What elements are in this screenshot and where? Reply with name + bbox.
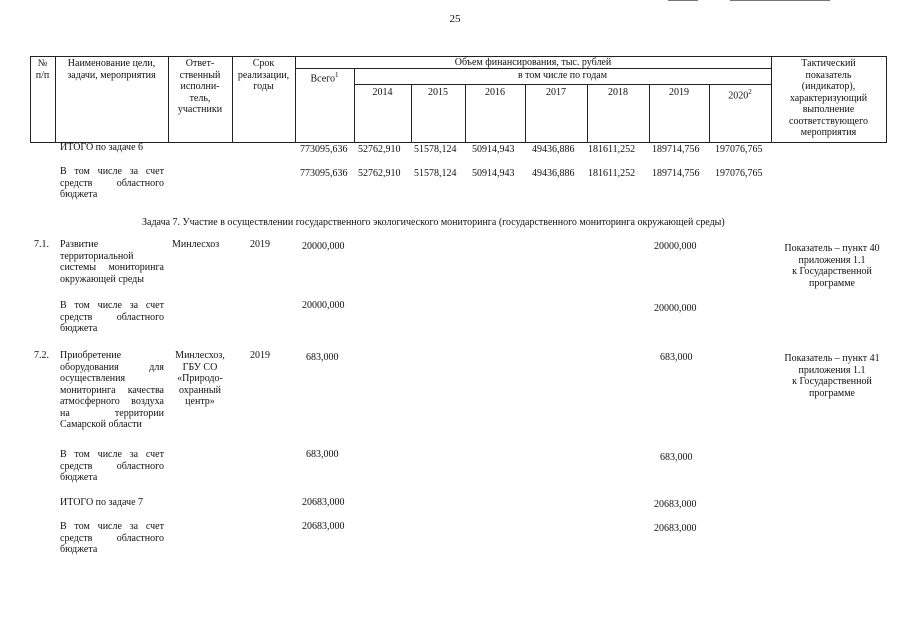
header-term: Срок реализации, годы <box>237 58 290 92</box>
row72-term: 2019 <box>250 350 270 361</box>
row71-budget-total: 20000,000 <box>302 300 345 311</box>
header-year-footnote: 2 <box>748 88 752 96</box>
scan-mark <box>668 0 698 1</box>
budget6-2016: 50914,943 <box>472 168 515 179</box>
header-bottom-border <box>30 142 886 143</box>
row71-name: Развитие территориальной системы мониторинга окружающей среды <box>60 239 164 285</box>
itogo6-total: 773095,636 <box>300 144 348 155</box>
row71-budget-2019: 20000,000 <box>654 303 697 314</box>
row72-2019: 683,000 <box>660 352 693 363</box>
header-year: 2014 <box>372 87 393 98</box>
itogo6-2014: 52762,910 <box>358 144 401 155</box>
row72-num: 7.2. <box>34 350 49 361</box>
budget6-2015: 51578,124 <box>414 168 457 179</box>
itogo7-budget-2019: 20683,000 <box>654 523 697 534</box>
itogo6-2018: 181611,252 <box>588 144 636 155</box>
itogo7-total: 20683,000 <box>302 497 345 508</box>
header-total-label: Всего <box>310 73 336 85</box>
budget6-label: В том числе за счет средств областного бюджета <box>60 166 164 200</box>
header-total-footnote: 1 <box>335 71 339 79</box>
header-year <box>709 87 771 102</box>
itogo6-2016: 50914,943 <box>472 144 515 155</box>
row71-term: 2019 <box>250 239 270 250</box>
header-total <box>295 70 354 85</box>
header-num: № п/п <box>35 58 50 81</box>
header-indicator: Тактический показатель (индикатор), характеризующий выполнение соответствующего мероприятия <box>789 58 868 138</box>
row71-num: 7.1. <box>34 239 49 250</box>
row72-name: Приобретение оборудования для осуществления мониторинга качества атмосферного воздуха на территории Самарской области <box>60 350 164 430</box>
budget6-2020: 197076,765 <box>715 168 763 179</box>
task7-title: Задача 7. Участие в осуществлении государственного экологического мониторинга (государственного мониторинга окружающей среды) <box>142 217 725 228</box>
row71-responsible: Минлесхоз <box>172 239 220 250</box>
header-name: Наименование цели, задачи, мероприятия <box>67 58 156 81</box>
itogo6-label: ИТОГО по задаче 6 <box>60 142 144 153</box>
itogo6-2017: 49436,886 <box>532 144 575 155</box>
row72-budget-total: 683,000 <box>306 449 339 460</box>
budget6-2017: 49436,886 <box>532 168 575 179</box>
header-year: 2015 <box>428 87 448 98</box>
row72-indicator: Показатель – пункт 41 приложения 1.1 к Государственной программе <box>784 353 880 399</box>
budget6-2014: 52762,910 <box>358 168 401 179</box>
budget6-2018: 181611,252 <box>588 168 636 179</box>
grid-line <box>886 56 887 143</box>
row72-total: 683,000 <box>306 352 339 363</box>
budget6-2019: 189714,756 <box>652 168 700 179</box>
scan-mark <box>730 0 830 1</box>
header-year: 2018 <box>608 87 628 98</box>
itogo7-2019: 20683,000 <box>654 499 697 510</box>
header-by-years: в том числе по годам <box>517 70 608 81</box>
itogo6-2015: 51578,124 <box>414 144 457 155</box>
itogo7-budget-label: В том числе за счет средств областного бюджета <box>60 521 164 555</box>
header-year-label: 2020 <box>728 90 749 102</box>
itogo7-budget-total: 20683,000 <box>302 521 345 532</box>
row71-indicator: Показатель – пункт 40 приложения 1.1 к Государственной программе <box>784 243 880 289</box>
row72-budget-label: В том числе за счет средств областного бюджета <box>60 449 164 483</box>
row71-2019: 20000,000 <box>654 241 697 252</box>
header-responsible: Ответ- ственный исполни- тель, участники <box>177 58 223 115</box>
header-year: 2019 <box>669 87 689 98</box>
header-finance-title: Объем финансирования, тыс. рублей <box>454 57 612 68</box>
budget6-total: 773095,636 <box>300 168 348 179</box>
row72-responsible: Минлесхоз, ГБУ СО «Природо- охранный центр» <box>175 350 225 407</box>
itogo7-label: ИТОГО по задаче 7 <box>60 497 144 508</box>
itogo6-2020: 197076,765 <box>715 144 763 155</box>
row71-budget-label: В том числе за счет средств областного бюджета <box>60 300 164 334</box>
row71-total: 20000,000 <box>302 241 345 252</box>
row72-budget-2019: 683,000 <box>660 452 693 463</box>
itogo6-2019: 189714,756 <box>652 144 700 155</box>
page-number: 25 <box>449 13 461 25</box>
header-year: 2016 <box>485 87 505 98</box>
header-year: 2017 <box>546 87 566 98</box>
